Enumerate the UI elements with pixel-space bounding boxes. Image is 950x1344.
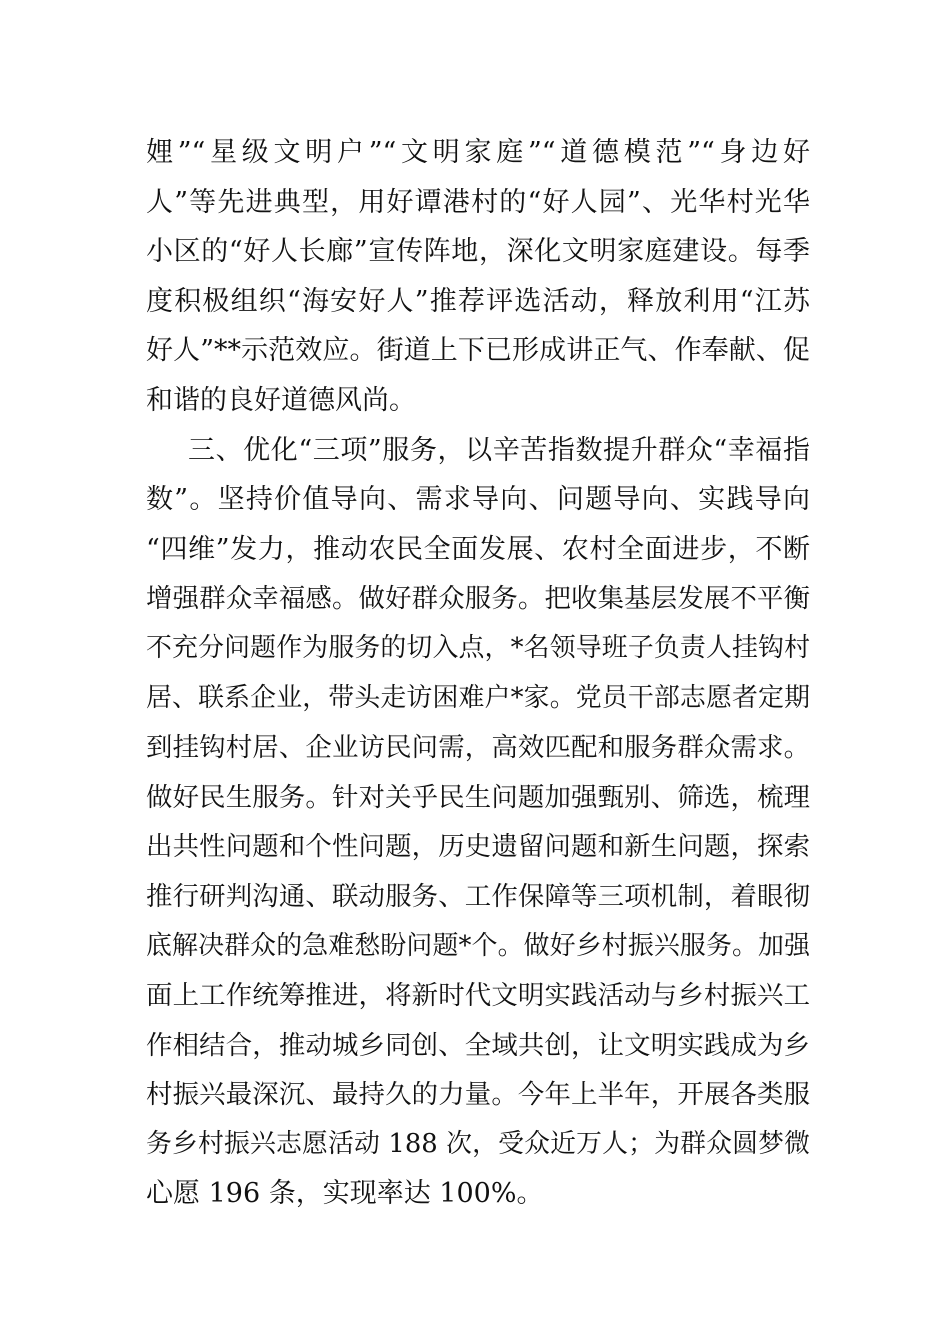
paragraph-line: 推行研判沟通、联动服务、工作保障等三项机制，着眼彻 <box>146 880 810 912</box>
paragraph-line: 不充分问题作为服务的切入点，*名领导班子负责人挂钩村 <box>146 632 810 663</box>
section-heading-line: 三、优化“三项”服务，以辛苦指数提升群众“幸福指 <box>188 434 810 466</box>
paragraph-line: 人”等先进典型，用好谭港村的“好人园”、光华村光华 <box>146 186 810 218</box>
paragraph-line: 度积极组织“海安好人”推荐评选活动，释放利用“江苏 <box>146 285 810 317</box>
paragraph-line: 增强群众幸福感。做好群众服务。把收集基层发展不平衡 <box>146 583 810 615</box>
paragraph-line: 数”。坚持价值导向、需求导向、问题导向、实践导向 <box>146 484 810 516</box>
paragraph-line: 作相结合，推动城乡同创、全域共创，让文明实践成为乡 <box>146 1029 810 1061</box>
paragraph-line: 底解决群众的急难愁盼问题*个。做好乡村振兴服务。加强 <box>146 930 810 961</box>
paragraph-line: 村振兴最深沉、最持久的力量。今年上半年，开展各类服 <box>146 1079 810 1111</box>
paragraph-line: 到挂钩村居、企业访民问需，高效匹配和服务群众需求。 <box>146 732 810 764</box>
paragraph-line: 娌”“星级文明户”“文明家庭”“道德模范”“身边好 <box>146 137 810 168</box>
paragraph-line: 务乡村振兴志愿活动 188 次，受众近万人；为群众圆梦微 <box>146 1128 810 1159</box>
paragraph-line: 居、联系企业，带头走访困难户*家。党员干部志愿者定期 <box>146 682 810 713</box>
document-body <box>146 128 810 1219</box>
paragraph-1 <box>146 128 810 426</box>
paragraph-line: 出共性问题和个性问题，历史遗留问题和新生问题，探索 <box>146 831 810 863</box>
paragraph-line: 好人”**示范效应。街道上下已形成讲正气、作奉献、促 <box>146 335 810 367</box>
paragraph-line: 心愿 196 条，实现率达 100%。 <box>146 1178 544 1210</box>
paragraph-line: 小区的“好人长廊”宣传阵地，深化文明家庭建设。每季 <box>146 236 810 268</box>
paragraph-line: 和谐的良好道德风尚。 <box>146 384 416 416</box>
paragraph-2 <box>146 426 810 1220</box>
paragraph-line: “四维”发力，推动农民全面发展、农村全面进步，不断 <box>146 533 810 565</box>
paragraph-line: 做好民生服务。针对关乎民生问题加强甄别、筛选，梳理 <box>146 781 810 813</box>
paragraph-line: 面上工作统筹推进，将新时代文明实践活动与乡村振兴工 <box>146 980 810 1012</box>
